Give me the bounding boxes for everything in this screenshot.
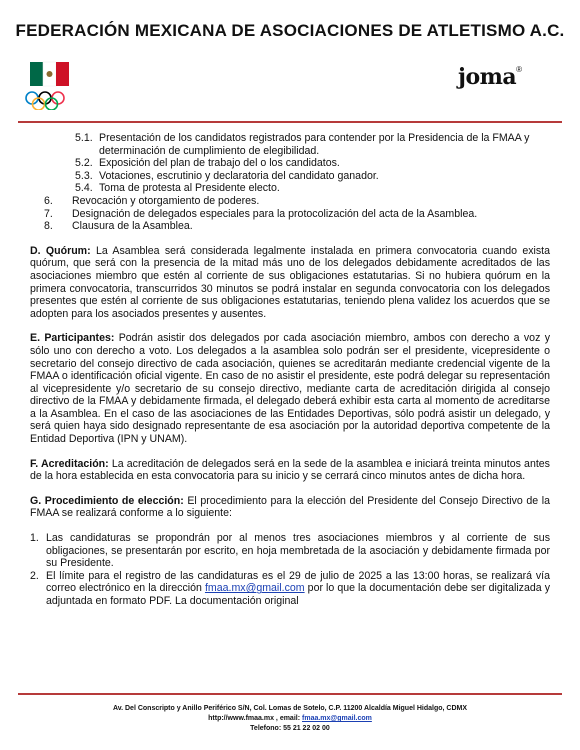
agenda-item: 7. Designación de delegados especiales para la protocolización del acta de la Asamblea.	[44, 207, 478, 220]
section-acreditacion: F. Acreditación: La acreditación de delegados será en la sede de la asamblea e iniciará treinta minutos antes de la hora establecida en esta convocatoria para su inicio y se cerrará cinco minutos antes de dicha hora.	[30, 457, 550, 483]
footer-contact: http://www.fmaa.mx , email: fmaa.mx@gmail.com	[208, 715, 372, 722]
federation-title: FEDERACIÓN MEXICANA DE ASOCIACIONES DE ATLETISMO A.C.	[15, 21, 565, 40]
document-body	[30, 132, 550, 608]
section-quorum: D. Quórum: La Asamblea será considerada legalmente instalada en primera convocatoria cuando exista quórum, que será con la presencia de la mitad más uno de los delegados debidamente acreditados de las asociaciones miembro que estén al corriente de sus obligaciones estatutarias. Si no hubiera quórum en la primera convocatoria, transcurridos 30 minutos se podrá instalar en segunda convocatoria con los delegados presentes que estén al corriente de sus obligaciones estatutarias, teniendo plena validez los acuerdos que se adopten para los asociados presentes y ausentes.	[30, 244, 550, 320]
election-step: 2. El límite para el registro de las candidaturas es el 29 de julio de 2025 a las 13:00 horas, se realizará vía correo electrónico en la dirección fmaa.mx@gmail.com por lo que la documentación debe ser digitalizada y adjuntada en formato PDF. La documentación original	[30, 569, 550, 607]
footer-phone: Telefono: 55 21 22 02 00	[250, 725, 330, 732]
header-divider	[18, 121, 562, 123]
fmaa-logo-icon	[18, 60, 90, 110]
registration-email-link[interactable]: fmaa.mx@gmail.com	[204, 582, 305, 595]
agenda-item: 5.1. Presentación de los candidatos registrados para contender por la Presidencia de la FMAA y determinación de cumplimiento de elegibilidad.	[75, 132, 530, 157]
footer-address: Av. Del Conscripto y Anillo Periférico S/N, Col. Lomas de Sotelo, C.P. 11200 Alcaldía Miguel Hidalgo, CDMX	[112, 705, 468, 712]
footer	[0, 704, 580, 734]
footer-divider	[18, 693, 562, 695]
agenda-item: 5.4. Toma de protesta al Presidente electo.	[75, 182, 280, 195]
agenda-item: 5.3. Votaciones, escrutinio y declaratoria del candidato ganador.	[75, 169, 379, 182]
section-procedimiento: G. Procedimiento de elección: El procedimiento para la elección del Presidente del Consejo Directivo de la FMAA se realizará conforme a lo siguiente:	[30, 494, 550, 520]
agenda-item: 8. Clausura de la Asamblea.	[44, 220, 193, 233]
joma-brand-logo: joma®	[458, 64, 522, 90]
election-step: 1. Las candidaturas se propondrán por al menos tres asociaciones miembros y al corriente de sus obligaciones, se presentarán por escrito, en hoja membretada de la asociación y debidamente firmada por su Presidente.	[30, 532, 550, 570]
agenda-item: 6. Revocación y otorgamiento de poderes.	[44, 194, 260, 207]
footer-email-link[interactable]: fmaa.mx@gmail.com	[302, 715, 372, 722]
agenda-item: 5.2. Exposición del plan de trabajo del o los candidatos.	[75, 157, 340, 170]
section-participantes: E. Participantes: Podrán asistir dos delegados por cada asociación miembro, ambos con derecho a voz y sólo uno con derecho a voto. Los delegados a la asamblea solo podrán ser el presidente, vicepresidente o secretario del consejo directivo de cada asociación, quienes se acreditarán mediante credencial vigente de la FMAA o identificación oficial vigente. En caso de no asistir el presidente, este podrá delegar su representación al vicepresidente y/o secretario de su consejo directivo, mediante carta de acreditación dirigida al consejo directivo de la FMAA y debidamente firmada, el delegado deberá exhibir esta carta al momento de acreditarse a la Asamblea. En el caso de las asociaciones de las Entidades Deportivas, sólo podrá asistir un delegado, y será quien haya sido designado representante de esa asociación por la autoridad deportiva competente de la Entidad Deportiva (IPN y UNAM).	[30, 332, 550, 446]
